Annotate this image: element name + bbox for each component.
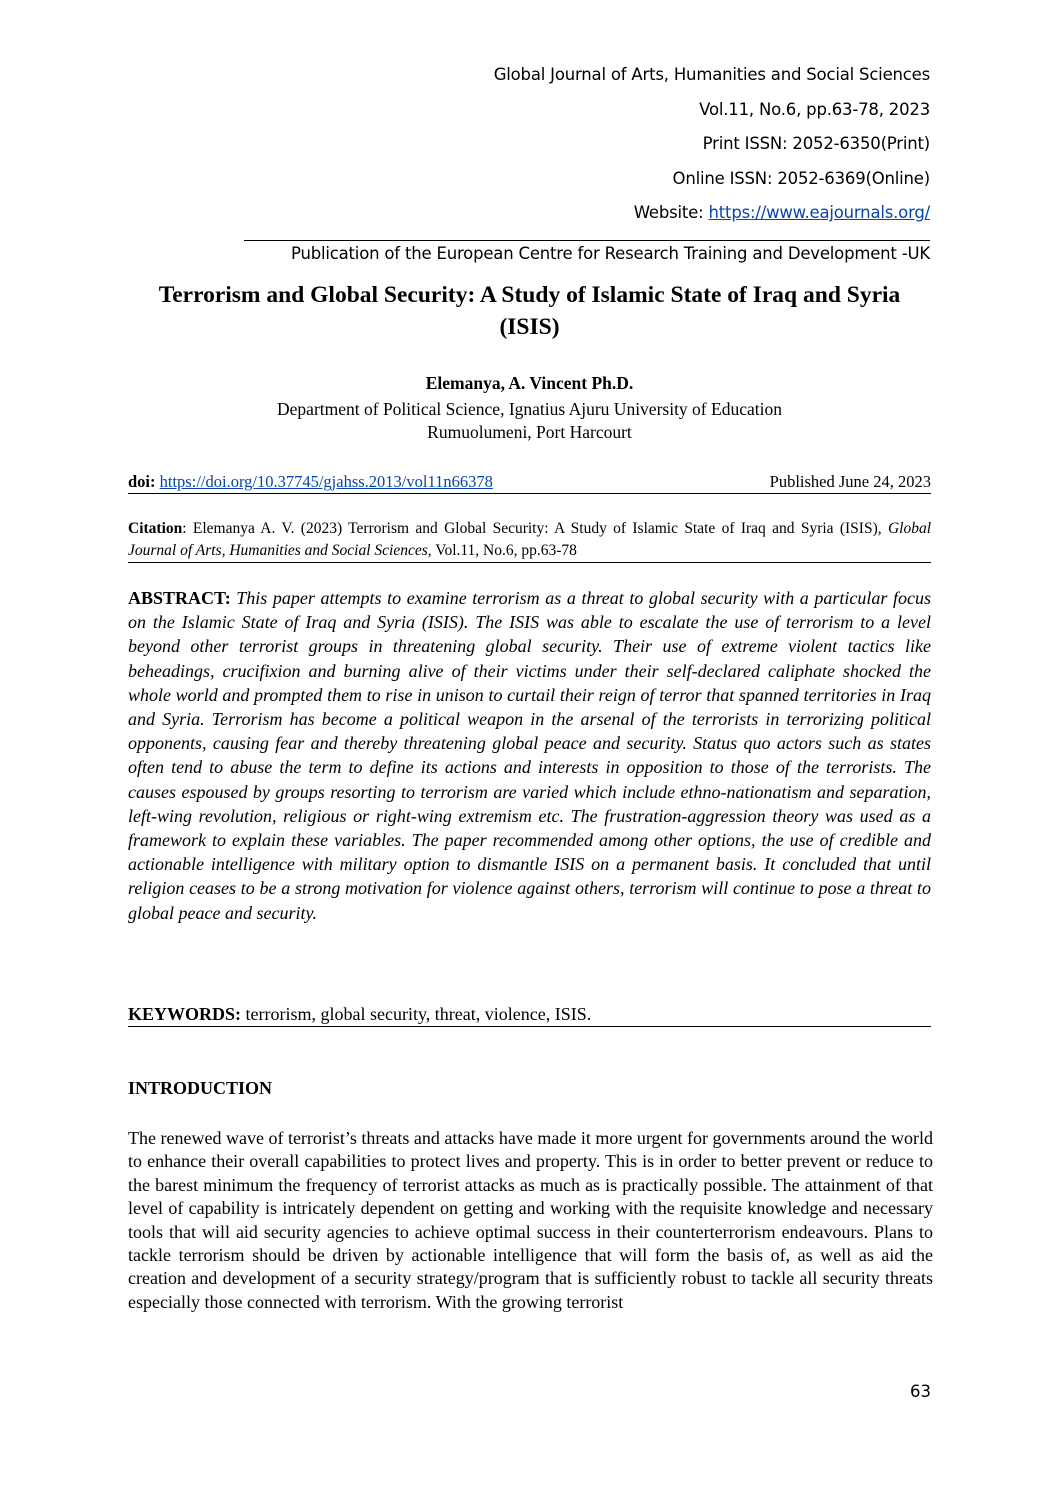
section-heading: INTRODUCTION	[128, 1078, 273, 1098]
keywords-label: KEYWORDS:	[128, 1004, 242, 1024]
abstract-label: ABSTRACT:	[128, 588, 231, 608]
website-label: Website:	[633, 203, 709, 222]
website-line	[494, 196, 930, 231]
page-number: 63	[910, 1382, 931, 1401]
keywords	[128, 1002, 931, 1027]
website-link[interactable]: https://www.eajournals.org/	[708, 203, 930, 222]
abstract	[128, 586, 931, 925]
citation	[128, 518, 931, 563]
journal-name: Global Journal of Arts, Humanities and Social Sciences	[493, 65, 930, 84]
doi-link[interactable]: https://doi.org/10.37745/gjahss.2013/vol11n66378	[159, 472, 493, 491]
abstract-text: This paper attempts to examine terrorism as a threat to global security with a particular focus on the Islamic State of Iraq and Syria (ISIS). The ISIS was able to escalate the use of terrorism to a level beyond other terrorist groups in threatening global security. Their use of extreme violent tactics like beheadings, crucifixion and burning alive of their victims under their self-declared caliphate shocked the whole world and prompted them to rise in unison to curtail their reign of terror that spanned territories in Iraq and Syria. Terrorism has become a political weapon in the arsenal of the terrorists in terrorizing political opponents, causing fear and thereby threatening global peace and security. Status quo actors such as states often tend to abuse the term to define its actions and interests in opposition to those of the terrorists. The causes espoused by groups resorting to terrorism are varied which include ethno-nationatism and separation, left-wing revolution, religious or right-wing extremism etc. The frustration-aggression theory was used as a framework to explain these variables. The paper recommended among other options, the use of credible and actionable intelligence with military option to dismantle ISIS on a permanent basis. It concluded that until religion ceases to be a strong motivation for violence against others, terrorism will continue to pose a threat to global peace and security.	[128, 588, 932, 923]
citation-journal: Global Journal of Arts, Humanities and Social Sciences	[128, 520, 931, 559]
doi-row	[128, 471, 931, 494]
citation-text-a: : Elemanya A. V. (2023) Terrorism and Global Security: A Study of Islamic State of Iraq and Syria (ISIS),	[182, 520, 888, 537]
online-issn: Online ISSN: 2052-6369(Online)	[672, 168, 930, 188]
published-date: Published June 24, 2023	[769, 472, 931, 491]
affiliation-line-1: Department of Political Science, Ignatius Ajuru University of Education	[277, 399, 782, 419]
author-affiliation	[128, 398, 931, 444]
journal-volume: Vol.11, No.6, pp.63-78, 2023	[699, 99, 930, 119]
keywords-text: terrorism, global security, threat, violence, ISIS.	[241, 1004, 592, 1024]
publisher-line: Publication of the European Centre for Research Training and Development -UK	[244, 240, 930, 266]
citation-label: Citation	[128, 520, 183, 537]
author-name: Elemanya, A. Vincent Ph.D.	[425, 373, 634, 393]
citation-text-b: , Vol.11, No.6, pp.63-78	[427, 541, 577, 559]
doi	[128, 471, 493, 493]
doi-label: doi:	[128, 472, 160, 491]
introduction-paragraph: The renewed wave of terrorist’s threats and attacks have made it more urgent for governments around the world to enhance their overall capabilities to protect lives and property. This is in order to better prevent or reduce to the barest minimum the frequency of terrorist attacks as much as is practically possible. The attainment of that level of capability is intricately dependent on getting and working with the requisite knowledge and necessary tools that will aid security agencies to achieve optimal success in their counterterrorism endeavours. Plans to tackle terrorism should be driven by actionable intelligence that will form the basis of, as well as aid the creation and development of a security strategy/program that is sufficiently robust to tackle all security threats especially those connected with terrorism. With the growing terrorist	[128, 1128, 933, 1312]
journal-header	[494, 58, 930, 231]
print-issn: Print ISSN: 2052-6350(Print)	[702, 134, 930, 153]
article-title: Terrorism and Global Security: A Study of Islamic State of Iraq and Syria (ISIS)	[158, 282, 901, 340]
affiliation-line-2: Rumuolumeni, Port Harcourt	[427, 422, 632, 442]
